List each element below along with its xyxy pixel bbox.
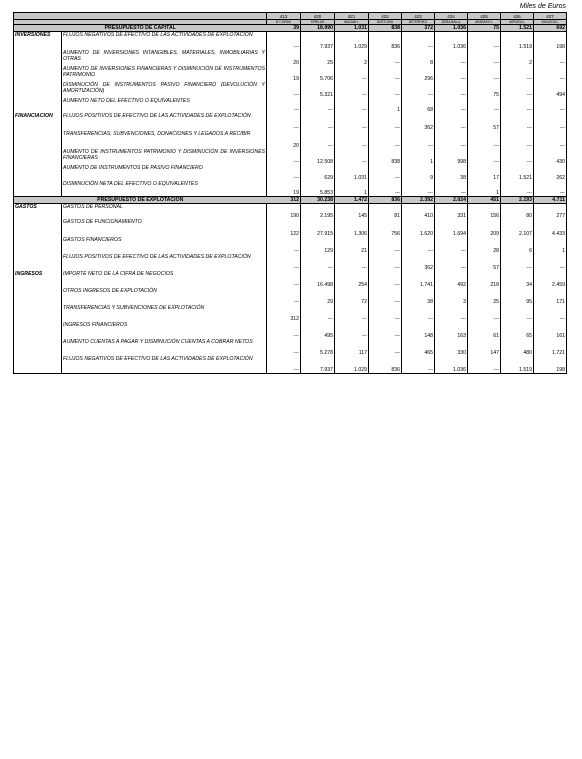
table-cell: ---	[402, 305, 435, 322]
table-cell: 2.107	[501, 219, 534, 237]
table-cell: ---	[435, 98, 468, 113]
table-row	[14, 113, 567, 131]
table-cell: 8	[402, 50, 435, 66]
table-cell: ---	[534, 50, 567, 66]
section-total-cell: 30.238	[301, 197, 335, 204]
table-cell: 57	[468, 113, 501, 131]
table-cell: ---	[435, 82, 468, 98]
table-cell: ---	[468, 66, 501, 82]
table-cell: 1	[402, 149, 435, 165]
table-cell: 65	[501, 322, 534, 339]
table-cell: 161	[534, 322, 567, 339]
table-cell: 16.498	[301, 271, 335, 288]
table-cell: ---	[468, 149, 501, 165]
row-group-label	[14, 50, 62, 66]
table-row	[14, 305, 567, 322]
table-cell: 9	[402, 165, 435, 181]
table-cell: ---	[369, 254, 402, 271]
table-cell: 147	[468, 339, 501, 356]
row-group-label	[14, 288, 62, 305]
table-cell: 19	[267, 181, 301, 197]
table-cell: 1.036	[435, 32, 468, 50]
table-cell: ---	[267, 165, 301, 181]
table-row	[14, 50, 567, 66]
table-cell: ---	[534, 305, 567, 322]
row-group-label	[14, 356, 62, 374]
table-cell: 190	[267, 204, 301, 219]
table-cell: 38	[402, 288, 435, 305]
table-cell: ---	[435, 181, 468, 197]
units-label: Miles de Euros	[519, 3, 566, 10]
table-cell: 836	[369, 356, 402, 374]
table-cell: 362	[402, 254, 435, 271]
row-group-label	[14, 237, 62, 254]
table-cell: 61	[468, 322, 501, 339]
table-cell: ---	[468, 98, 501, 113]
table-cell: 430	[534, 149, 567, 165]
row-label: DISMINUCIÓN DE INSTRUMENTOS PASIVO FINANCIERO (DEVOLUCIÓN Y AMORTIZACIÓN)	[62, 82, 267, 98]
column-name: ARABAKO L	[468, 20, 501, 25]
table-cell: ---	[468, 50, 501, 66]
table-cell: ---	[369, 322, 402, 339]
table-cell: ---	[501, 149, 534, 165]
table-row	[14, 181, 567, 197]
table-cell: ---	[435, 66, 468, 82]
table-cell: 20	[267, 131, 301, 149]
table-cell: ---	[369, 131, 402, 149]
table-cell: 331	[435, 204, 468, 219]
table-cell: 198	[534, 356, 567, 374]
table-cell: 1	[468, 181, 501, 197]
row-label: AUMENTO DE INVERSIONES INTANGIBLES, MATERIALES, INMOBILIARIAS Y OTRAS	[62, 50, 267, 66]
table-cell: 495	[301, 322, 335, 339]
table-cell: 1.031	[335, 165, 369, 181]
table-cell: 1.036	[435, 356, 468, 374]
column-name: IBAIZAB L	[335, 20, 369, 25]
table-cell: 262	[534, 165, 567, 181]
section-total-cell: 39	[267, 25, 301, 32]
table-row	[14, 219, 567, 237]
table-cell: 68	[402, 98, 435, 113]
table-cell: 27.915	[301, 219, 335, 237]
table-cell: ---	[335, 149, 369, 165]
table-cell: ---	[402, 82, 435, 98]
table-cell: 156	[468, 204, 501, 219]
table-cell: ---	[534, 66, 567, 82]
table-cell: ---	[335, 305, 369, 322]
column-code: 427	[534, 13, 567, 20]
table-cell: ---	[267, 254, 301, 271]
column-code: 423	[402, 13, 435, 20]
table-cell: 20	[267, 50, 301, 66]
row-group-label: INGRESOS	[14, 271, 62, 288]
table-cell: ---	[369, 339, 402, 356]
table-cell: 5.853	[301, 181, 335, 197]
table-cell: 57	[468, 254, 501, 271]
table-cell: ---	[369, 305, 402, 322]
table-cell: ---	[468, 356, 501, 374]
table-row	[14, 131, 567, 149]
table-cell: 1.029	[335, 32, 369, 50]
row-group-label: INVERSIONES	[14, 32, 62, 50]
table-cell: 838	[369, 149, 402, 165]
table-cell: 1	[534, 237, 567, 254]
column-name: DEBA BAILA	[435, 20, 468, 25]
table-cell: ---	[335, 322, 369, 339]
row-label: GASTOS DE PERSONAL	[62, 204, 267, 219]
section-total-cell: 1.472	[335, 197, 369, 204]
table-row	[14, 271, 567, 288]
table-cell: ---	[267, 356, 301, 374]
table-cell: ---	[501, 131, 534, 149]
table-cell: 494	[534, 82, 567, 98]
table-cell: 480	[501, 339, 534, 356]
table-cell: ---	[369, 113, 402, 131]
section-total-cell: 372	[402, 25, 435, 32]
table-cell: ---	[369, 82, 402, 98]
table-cell: 122	[267, 219, 301, 237]
table-cell: ---	[534, 113, 567, 131]
table-cell: 29	[301, 288, 335, 305]
table-cell: 198	[534, 32, 567, 50]
table-cell: ---	[369, 271, 402, 288]
table-cell: ---	[501, 305, 534, 322]
table-cell: ---	[267, 322, 301, 339]
table-cell: 72	[335, 288, 369, 305]
table-cell: 80	[501, 204, 534, 219]
section-total-cell: 451	[468, 197, 501, 204]
table-cell: ---	[435, 113, 468, 131]
table-cell: 95	[501, 288, 534, 305]
table-cell: 145	[335, 204, 369, 219]
row-label: AUMENTO DE INSTRUMENTOS DE PASIVO FINANCIERO	[62, 165, 267, 181]
table-cell: ---	[267, 237, 301, 254]
table-cell: ---	[369, 50, 402, 66]
budget-table	[13, 12, 567, 374]
table-cell: 75	[468, 82, 501, 98]
row-group-label	[14, 254, 62, 271]
table-cell: ---	[402, 131, 435, 149]
table-cell: ---	[501, 113, 534, 131]
column-name: BUSTURIA	[369, 20, 402, 25]
table-cell: 7.937	[301, 32, 335, 50]
table-cell: 1.694	[435, 219, 468, 237]
table-cell: 1	[369, 98, 402, 113]
table-row	[14, 288, 567, 305]
row-group-label	[14, 66, 62, 82]
table-cell: 5.321	[301, 82, 335, 98]
table-cell: 998	[435, 149, 468, 165]
table-cell: 34	[501, 271, 534, 288]
table-cell: 836	[369, 32, 402, 50]
section-total-cell: 2.392	[402, 197, 435, 204]
section-total-cell: 312	[267, 197, 301, 204]
table-cell: 629	[301, 165, 335, 181]
table-cell: 5.706	[301, 66, 335, 82]
table-cell: 171	[534, 288, 567, 305]
row-label: TRANSFERENCIAS, SUBVENCIONES, DONACIONES Y LEGADOS A RECIBIR	[62, 131, 267, 149]
table-cell: 163	[435, 322, 468, 339]
section-total-cell: 2.024	[435, 197, 468, 204]
column-code: 422	[369, 13, 402, 20]
row-label: INGRESOS FINANCIEROS	[62, 322, 267, 339]
table-cell: 7.937	[301, 356, 335, 374]
table-cell: ---	[267, 32, 301, 50]
table-cell: 218	[468, 271, 501, 288]
table-cell: ---	[402, 32, 435, 50]
table-cell: ---	[468, 305, 501, 322]
table-cell: ---	[534, 254, 567, 271]
table-cell: ---	[435, 50, 468, 66]
column-code: 413	[267, 13, 301, 20]
table-cell: 117	[335, 339, 369, 356]
row-label: FLUJOS NEGATIVOS DE EFECTIVO DE LAS ACTIVIDADES DE EXPLOTACIÓN	[62, 356, 267, 374]
column-code: 425	[468, 13, 501, 20]
table-cell: ---	[435, 305, 468, 322]
table-cell: ---	[468, 131, 501, 149]
table-cell: ---	[267, 82, 301, 98]
row-label: FLUJOS POSITIVOS DE EFECTIVO DE LAS ACTIVIDADES DE EXPLOTACIÓN	[62, 254, 267, 271]
column-code: 420	[301, 13, 335, 20]
table-cell: ---	[501, 181, 534, 197]
section-total-row	[14, 25, 567, 32]
table-cell: ---	[369, 181, 402, 197]
row-label: FLUJOS NEGATIVOS DE EFECTIVO DE LAS ACTIVIDADES DE EXPLOTACIÓN	[62, 32, 267, 50]
table-cell: 410	[402, 204, 435, 219]
section-total-cell: 692	[534, 25, 567, 32]
table-cell: 1	[335, 181, 369, 197]
table-row	[14, 82, 567, 98]
table-cell: 3	[435, 288, 468, 305]
table-cell: ---	[435, 254, 468, 271]
table-cell: ---	[335, 254, 369, 271]
row-label: AUMENTO NETO DEL EFECTIVO O EQUIVALENTES	[62, 98, 267, 113]
row-label: AUMENTO CUENTAS A PAGAR Y DISMINUCIÓN CUENTAS A COBRAR NETOS	[62, 339, 267, 356]
table-cell: 25	[468, 288, 501, 305]
table-cell: ---	[301, 254, 335, 271]
column-code: 421	[335, 13, 369, 20]
table-cell: ---	[335, 131, 369, 149]
table-cell: 296	[402, 66, 435, 82]
table-cell: 6	[501, 237, 534, 254]
table-row	[14, 356, 567, 374]
column-code: 424	[435, 13, 468, 20]
table-cell: ---	[267, 149, 301, 165]
table-cell: 5.278	[301, 339, 335, 356]
section-total-cell: 1.036	[435, 25, 468, 32]
table-cell: ---	[369, 165, 402, 181]
section-total-row	[14, 197, 567, 204]
table-row	[14, 254, 567, 271]
table-cell: ---	[267, 98, 301, 113]
table-cell: 2.195	[301, 204, 335, 219]
table-cell: 1.519	[501, 356, 534, 374]
table-cell: ---	[335, 113, 369, 131]
row-group-label: FINANCIACION	[14, 113, 62, 131]
row-group-label	[14, 339, 62, 356]
table-cell: ---	[301, 131, 335, 149]
table-cell: ---	[534, 131, 567, 149]
table-row	[14, 32, 567, 50]
table-cell: 330	[435, 339, 468, 356]
table-cell: 38	[435, 165, 468, 181]
table-cell: 465	[402, 339, 435, 356]
table-cell: 148	[402, 322, 435, 339]
column-name: ARRATIA L	[501, 20, 534, 25]
table-cell: 1.741	[402, 271, 435, 288]
table-cell: ---	[501, 66, 534, 82]
section-total-cell: 836	[369, 197, 402, 204]
table-cell: ---	[335, 98, 369, 113]
table-row	[14, 66, 567, 82]
table-cell: 1.721	[534, 339, 567, 356]
section-total-cell: 18.990	[301, 25, 335, 32]
table-cell: ---	[267, 113, 301, 131]
table-cell: 492	[435, 271, 468, 288]
column-code: 426	[501, 13, 534, 20]
row-label: TRANSFERENCIAS Y SUBVENCIONES DE EXPLOTACIÓN	[62, 305, 267, 322]
table-cell: ---	[468, 32, 501, 50]
table-cell: 209	[468, 219, 501, 237]
row-label: GASTOS FINANCIEROS	[62, 237, 267, 254]
table-cell: ---	[335, 66, 369, 82]
row-label: OTROS INGRESOS DE EXPLOTACIÓN	[62, 288, 267, 305]
table-row	[14, 322, 567, 339]
section-total-cell: 1.031	[335, 25, 369, 32]
table-cell: 81	[369, 204, 402, 219]
table-cell: ---	[301, 98, 335, 113]
table-cell: 277	[534, 204, 567, 219]
table-cell: ---	[534, 181, 567, 197]
row-label: IMPORTE NETO DE LA CIFRA DE NEGOCIOS	[62, 271, 267, 288]
row-label: GASTOS DE FUNCIONAMIENTO	[62, 219, 267, 237]
column-code-row	[14, 13, 567, 20]
table-cell: 25	[301, 50, 335, 66]
section-total-cell: 1.521	[501, 25, 534, 32]
table-cell: ---	[267, 288, 301, 305]
table-cell: ---	[369, 66, 402, 82]
table-cell: 19	[267, 66, 301, 82]
table-cell: ---	[435, 131, 468, 149]
table-cell: ---	[402, 237, 435, 254]
section-title: PRESUPUESTO DE CAPITAL	[14, 25, 267, 32]
row-group-label	[14, 165, 62, 181]
section-total-cell: 4.711	[534, 197, 567, 204]
table-cell: ---	[301, 305, 335, 322]
row-group-label	[14, 305, 62, 322]
table-cell: 756	[369, 219, 402, 237]
table-cell: 17	[468, 165, 501, 181]
table-cell: 129	[301, 237, 335, 254]
table-cell: 4.433	[534, 219, 567, 237]
table-row	[14, 165, 567, 181]
row-label: FLUJOS POSITIVOS DE EFECTIVO DE LAS ACTIVIDADES DE EXPLOTACIÓN	[62, 113, 267, 131]
table-cell: ---	[435, 237, 468, 254]
table-cell: 21	[335, 237, 369, 254]
column-name: BETERRIKO	[402, 20, 435, 25]
table-cell: ---	[402, 356, 435, 374]
section-total-cell: 838	[369, 25, 402, 32]
row-group-label	[14, 219, 62, 237]
table-row	[14, 149, 567, 165]
table-cell: 254	[335, 271, 369, 288]
row-label: DISMINUCIÓN NETA DEL EFECTIVO O EQUIVALENTES	[62, 181, 267, 197]
column-name: SPRILUR	[301, 20, 335, 25]
table-cell: 1.029	[335, 356, 369, 374]
table-cell: ---	[267, 339, 301, 356]
row-group-label	[14, 181, 62, 197]
section-title: PRESUPUESTO DE EXPLOTACION	[14, 197, 267, 204]
table-cell: 28	[468, 237, 501, 254]
table-row	[14, 98, 567, 113]
table-cell: ---	[335, 82, 369, 98]
row-group-label: GASTOS	[14, 204, 62, 219]
table-cell: ---	[501, 82, 534, 98]
table-cell: ---	[402, 181, 435, 197]
row-group-label	[14, 149, 62, 165]
table-cell: ---	[369, 288, 402, 305]
row-label: AUMENTO DE INSTRUMENTOS PATRIMONIO Y DISMINUCIÓN DE INVERSIONES FINANCIERAS	[62, 149, 267, 165]
table-row	[14, 237, 567, 254]
table-cell: ---	[501, 98, 534, 113]
table-cell: 2	[335, 50, 369, 66]
table-cell: ---	[534, 98, 567, 113]
table-cell: 1.521	[501, 165, 534, 181]
table-cell: ---	[501, 254, 534, 271]
section-total-cell: 75	[468, 25, 501, 32]
row-group-label	[14, 322, 62, 339]
table-cell: 2	[501, 50, 534, 66]
row-label: AUMENTO DE INVERSIONES FINANCIERAS Y DISMINUCIÓN DE INSTRUMENTOS PATRIMONIO	[62, 66, 267, 82]
table-cell: 312	[267, 305, 301, 322]
table-row	[14, 339, 567, 356]
table-cell: 2.459	[534, 271, 567, 288]
section-total-cell: 2.193	[501, 197, 534, 204]
table-cell: ---	[369, 237, 402, 254]
table-cell: 12.508	[301, 149, 335, 165]
row-group-label	[14, 98, 62, 113]
table-row	[14, 204, 567, 219]
column-name: BIDASOA L	[534, 20, 567, 25]
table-cell: 1.306	[335, 219, 369, 237]
table-cell: 362	[402, 113, 435, 131]
table-cell: 1.519	[501, 32, 534, 50]
header-blank	[14, 13, 267, 20]
row-group-label	[14, 131, 62, 149]
table-cell: ---	[267, 271, 301, 288]
table-cell: 1.620	[402, 219, 435, 237]
column-name: B.T. BRAS	[267, 20, 301, 25]
table-cell: ---	[301, 113, 335, 131]
row-group-label	[14, 82, 62, 98]
